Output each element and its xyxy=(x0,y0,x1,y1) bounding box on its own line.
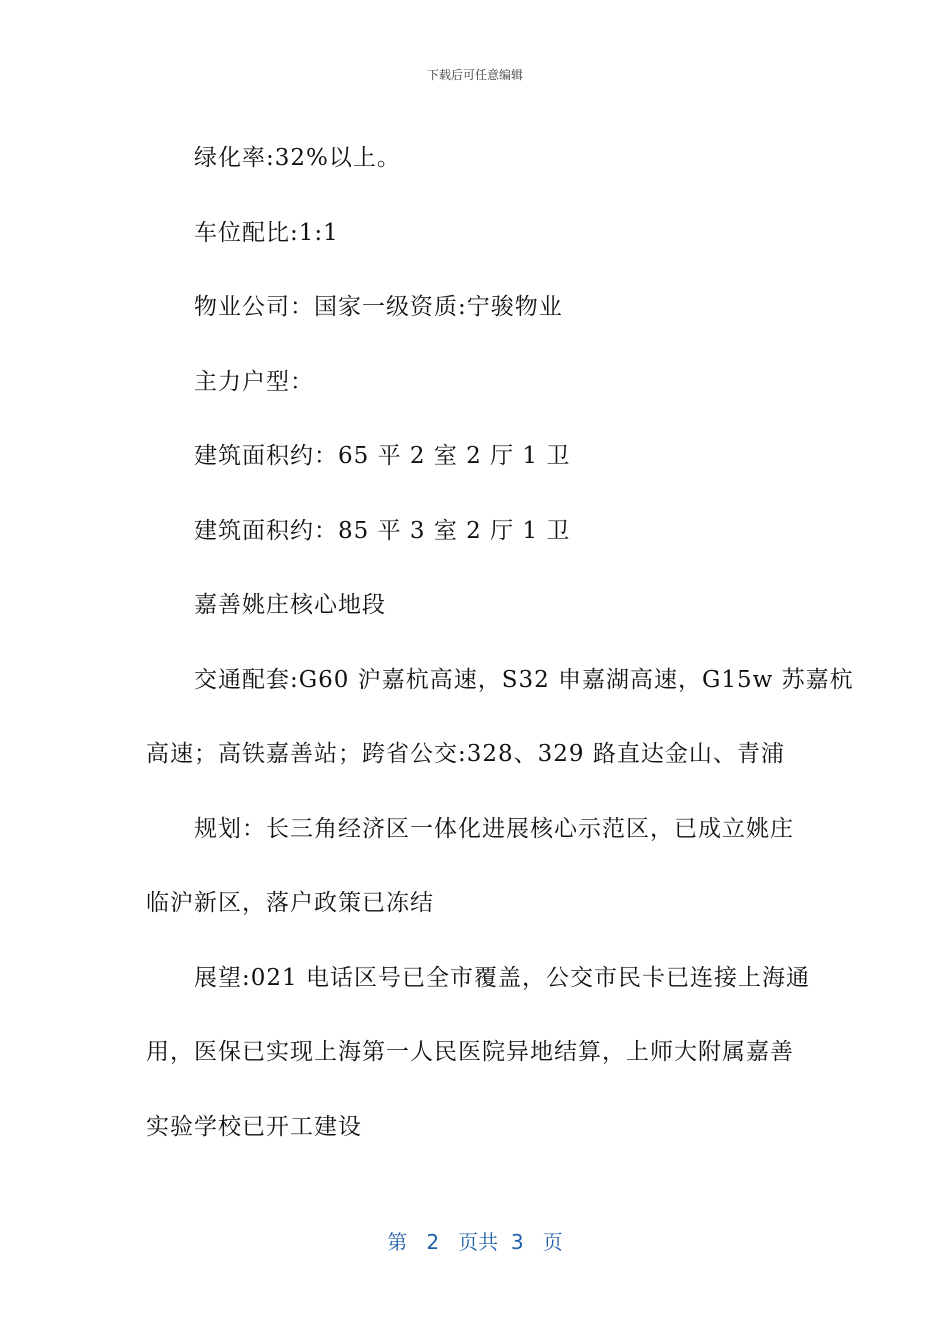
paragraph-outlook: 展望:021 电话区号已全市覆盖，公交市民卡已连接上海通 xyxy=(194,964,810,991)
footer-total-pages: 3 xyxy=(510,1230,524,1254)
footer-current-page: 2 xyxy=(426,1230,440,1254)
page-footer xyxy=(0,1226,950,1255)
paragraph-outlook-cont-1: 用，医保已实现上海第一人民医院异地结算，上师大附属嘉善 xyxy=(146,1039,794,1065)
footer-prefix: 第 xyxy=(387,1230,408,1254)
footer-suffix: 页 xyxy=(542,1230,563,1254)
paragraph-transport: 交通配套:G60 沪嘉杭高速，S32 申嘉湖高速，G15w 苏嘉杭 xyxy=(194,666,854,693)
footer-middle: 页共 xyxy=(458,1230,499,1254)
page-header-note: 下载后可任意编辑 xyxy=(426,68,523,82)
paragraph-planning: 规划：长三角经济区一体化进展核心示范区，已成立姚庄 xyxy=(194,815,794,842)
paragraph-planning-cont: 临沪新区，落户政策已冻结 xyxy=(146,890,434,916)
paragraph-location: 嘉善姚庄核心地段 xyxy=(194,592,386,618)
paragraph-greening-rate: 绿化率:32%以上。 xyxy=(194,145,401,171)
paragraph-outlook-cont-2: 实验学校已开工建设 xyxy=(146,1113,362,1140)
document-body xyxy=(146,121,854,1164)
paragraph-main-unit-types: 主力户型： xyxy=(194,368,314,395)
paragraph-property-company: 物业公司：国家一级资质:宁骏物业 xyxy=(194,294,563,320)
paragraph-unit-85: 建筑面积约：85 平 3 室 2 厅 1 卫 xyxy=(194,517,571,544)
paragraph-unit-65: 建筑面积约：65 平 2 室 2 厅 1 卫 xyxy=(194,443,571,469)
paragraph-transport-cont: 高速；高铁嘉善站；跨省公交:328、329 路直达金山、青浦 xyxy=(146,741,785,767)
paragraph-parking-ratio: 车位配比:1:1 xyxy=(194,219,339,246)
